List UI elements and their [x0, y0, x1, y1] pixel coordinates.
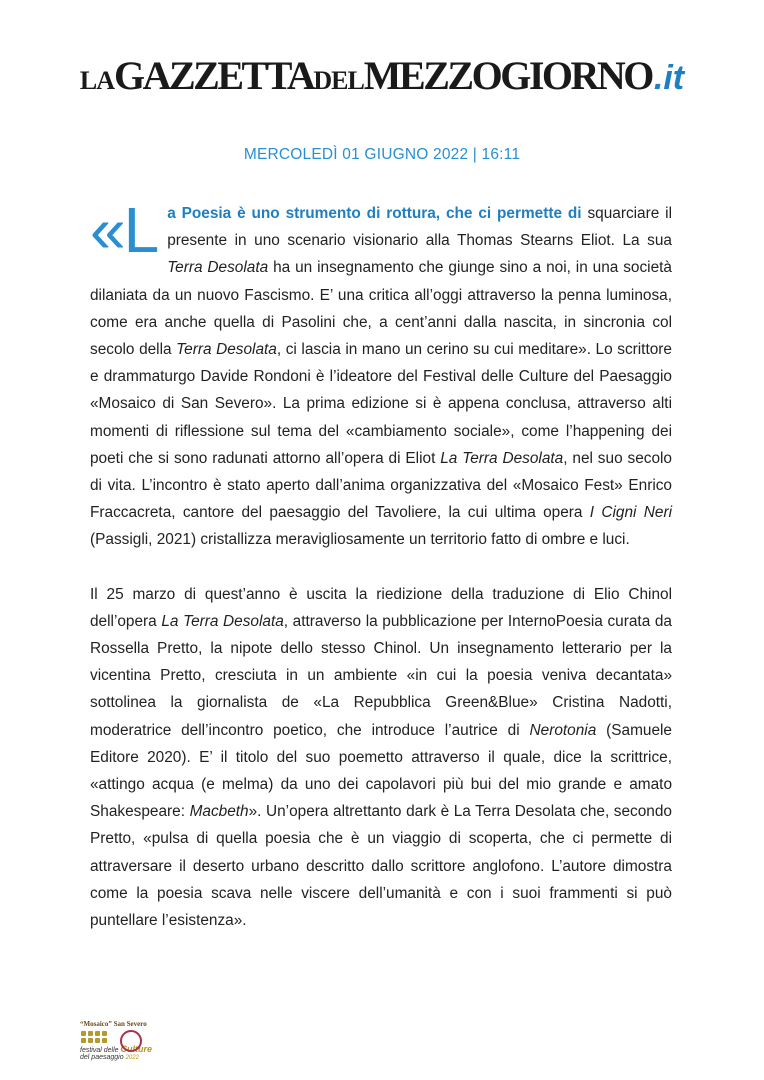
article-paragraph-2 — [90, 581, 672, 935]
paragraph-2-run: ». Un’opera altrettanto dark è La Terra Desolata che, secondo Pretto, «pulsa di quella poesia che è un viaggio di scoperta, che ci permette di attraversare il deserto urbano descritto dallo scrittore anglofono. L’autore dimostra come la poesia scava nelle viscere dell’umanità e con i suoi frammenti si può puntellare l’esistenza». — [90, 803, 672, 930]
mosaic-pattern-icon — [80, 1030, 108, 1044]
logo-festival: festival — [80, 1047, 102, 1054]
paragraph-1-run: , ci lascia in mano un cerino su cui meditare». Lo scrittore e drammaturgo Davide Rondoni è l’ideatore del Festival delle Culture del Paesaggio «Mosaico di San Severo». La prima edizione si è appena conclusa, attraverso alti momenti di riflessione sul tema del «cambiamento sociale», come l’happening dei poeti che si sono radunati attorno all’opera di Eliot — [90, 341, 672, 467]
paragraph-1-run: I Cigni Neri — [589, 504, 672, 522]
paragraph-2-run: , attraverso la pubblicazione per InternoPoesia curata da Rossella Pretto, la nipote dello stesso Chinol. Un insegnamento letterario per la vicentina Pretto, cresciuta in un ambiente «in cui la poesia veniva decantata» sottolinea la giornalista de «La Repubblica Green&Blue» Cristina Nadotti, moderatrice dell’incontro poetico, che introduce l’autrice di — [90, 612, 672, 739]
drop-cap-quote: « — [90, 194, 124, 266]
logo-culture: Culture — [120, 1044, 152, 1054]
paragraph-1-run: , nel suo secolo di vita. L’incontro è stato aperto dall’anima organizzativa del «Mosaico Fest» Enrico Fraccacreta, cantore del paesaggio del Tavoliere, la cui ultima opera — [90, 449, 672, 522]
paragraph-2-run: Nerotonia — [529, 721, 597, 739]
logo-title: “Mosaico” San Severo — [80, 1020, 147, 1028]
paragraph-2-run: Il 25 marzo di quest’anno è uscita la riedizione della traduzione di Elio Chinol dell’opera — [90, 585, 672, 630]
article-paragraph-1 — [90, 194, 672, 554]
seal-icon — [120, 1030, 142, 1052]
masthead-gazzetta: GAZZETTA — [114, 53, 314, 98]
logo-paesaggio: paesaggio — [91, 1054, 124, 1061]
paragraph-1-run: Terra Desolata — [167, 259, 269, 277]
logo-delle: delle — [103, 1047, 119, 1054]
masthead-la: LA — [79, 66, 114, 95]
masthead-dot-it: .it — [653, 59, 685, 97]
paragraph-1-run: squarciare il presente in uno scenario visionario alla Thomas Stearns Eliot. La sua — [167, 205, 672, 250]
article-body — [90, 194, 672, 934]
paragraph-1-run: La Terra Desolata — [440, 449, 564, 467]
paragraph-2-run: Macbeth — [189, 803, 249, 821]
paragraph-2-run: (Samuele Editore 2020). E’ il titolo del suo poemetto attraverso il quale, dice la scrittrice, «attingo acqua (e melma) da uno dei capolavori più bui del mio grande e amato Shakespeare: — [90, 721, 672, 821]
masthead-logo — [0, 52, 764, 99]
logo-year: 2022 — [125, 1055, 139, 1061]
drop-cap — [90, 194, 158, 266]
paragraph-1-run: Terra Desolata — [176, 341, 277, 359]
logo-del: del — [80, 1054, 90, 1061]
paragraph-2-run: La Terra Desolata — [161, 612, 284, 630]
paragraph-1-run: (Passigli, 2021) cristallizza meravigliosamente un territorio fatto di ombre e luci. — [90, 531, 630, 549]
paragraph-1-run: ha un insegnamento che giunge sino a noi, in una società dilaniata da un nuovo Fascismo. E’ una critica all’oggi attraverso la penna luminosa, come era anche quella di Pasolini che, a cent’anni dalla nascita, in sincronia col secolo della — [90, 259, 672, 359]
paragraph-1-text — [90, 205, 672, 548]
article-dateline: MERCOLEDÌ 01 GIUGNO 2022 | 16:11 — [243, 146, 521, 163]
drop-cap-letter: L — [123, 194, 158, 266]
festival-logo — [80, 1020, 172, 1070]
article-lead: a Poesia è uno strumento di rottura, che ci permette di — [167, 205, 582, 222]
masthead-del: DEL — [313, 66, 364, 95]
masthead-mezzogiorno: MEZZOGIORNO — [363, 53, 652, 98]
